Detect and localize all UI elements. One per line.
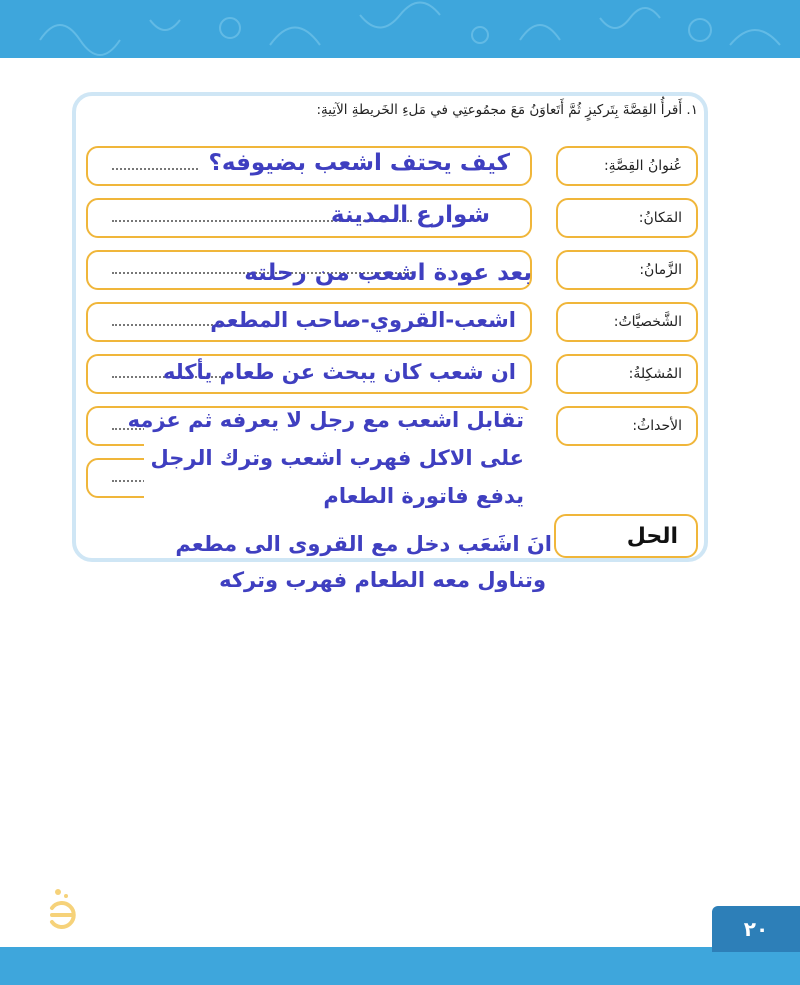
events-line-3: يدفع فاتورة الطعام (323, 484, 524, 508)
label-characters: الشَّخصيَّاتُ: (556, 302, 698, 342)
events-line-2: على الاكل فهرب اشعب وترك الرجل (150, 446, 524, 470)
answer-problem: ان شعب كان يبحث عن طعام يأكله (162, 360, 516, 384)
label-time: الزَّمانُ: (556, 250, 698, 290)
answer-characters: اشعب-القروي-صاحب المطعم (210, 308, 516, 332)
decorative-pattern (0, 0, 800, 58)
events-line-1: تقابل اشعب مع رجل لا يعرفه ثم عزمه (127, 408, 524, 432)
bottom-bar (0, 947, 800, 985)
label-events: الأحداثُ: (556, 406, 698, 446)
answer-title: كيف يحتف اشعب بضيوفه؟ (208, 150, 510, 176)
label-place: المَكانُ: (556, 198, 698, 238)
top-banner (0, 0, 800, 58)
solution-line-2: وتناول معه الطعام فهرب وتركه (219, 568, 546, 592)
answer-place: شوارع المدينة (330, 202, 490, 228)
publisher-logo-icon (44, 886, 84, 932)
solution-line-1: انَ اشَعَب دخل مع القروى الى مطعم (175, 532, 552, 556)
page-number: ٢٠ (712, 906, 800, 952)
label-problem: المُشكِلةُ: (556, 354, 698, 394)
instruction-text: ١. أَقرأُ القِصَّةَ بِتَركيزٍ ثُمَّ أَتَعاوَنُ مَعَ مجمُوعتِي في مَلءِ الخَريطةِ الآتِيةِ: (316, 102, 698, 118)
label-title: عُنوانُ القِصَّةِ: (556, 146, 698, 186)
answer-time: بعد عودة اشعب من رحلته (244, 260, 532, 286)
label-solution: الحل (554, 514, 698, 558)
